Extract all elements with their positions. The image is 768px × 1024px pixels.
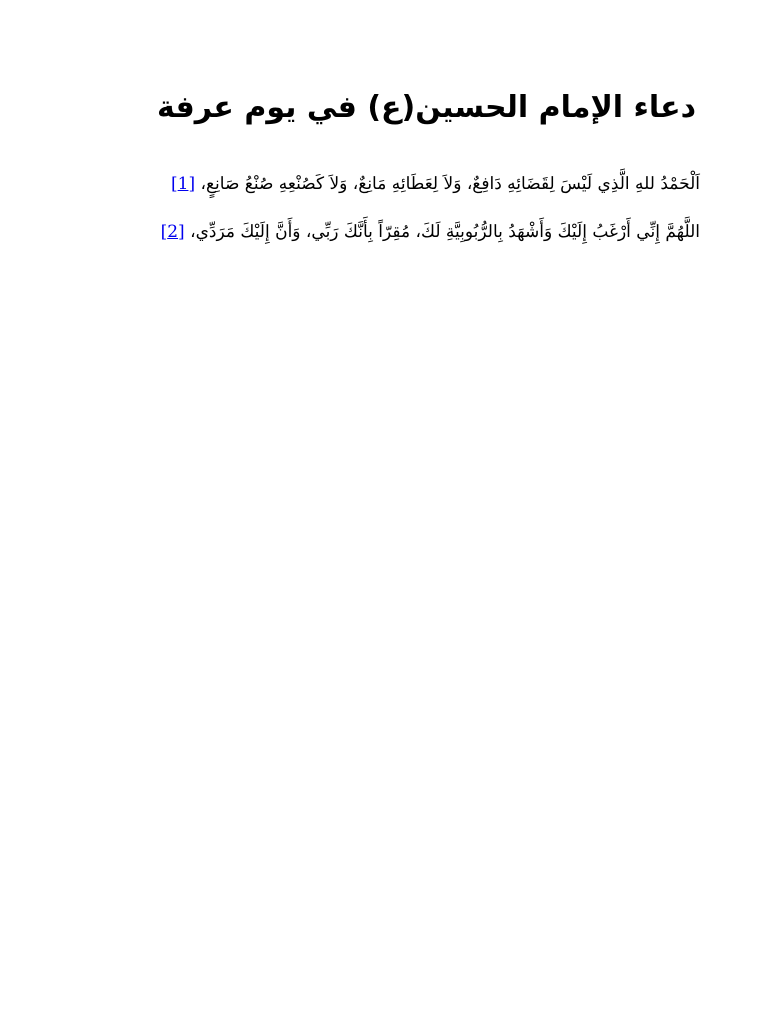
footnote-link[interactable]: [1] (170, 174, 196, 194)
prayer-paragraph (68, 218, 700, 248)
prayer-paragraph (68, 170, 700, 200)
paragraph-text: اللَّهُمَّ إِنِّي أَرْغَبُ إِلَيْكَ وَأَشْهَدُ بِالرُّبُوبِيَّةِ لَكَ، مُقِرّاً بِأَنَّكَ رَبِّي، وَأَنَّ إِلَيْكَ مَرَدِّي، (190, 221, 700, 242)
footnote-link[interactable]: [2] (160, 221, 185, 242)
paragraph-text: اَلْحَمْدُ للهِ الَّذِي لَيْسَ لِقَضَائِهِ دَافِعٌ، وَلاَ لِعَطَائِهِ مَانِعٌ، وَلاَ كَصُنْعِهِ صُنْعُ صَانِعٍ، (200, 174, 700, 194)
page-title: دعاء الإمام الحسين(ع) في يوم عرفة (156, 90, 696, 125)
